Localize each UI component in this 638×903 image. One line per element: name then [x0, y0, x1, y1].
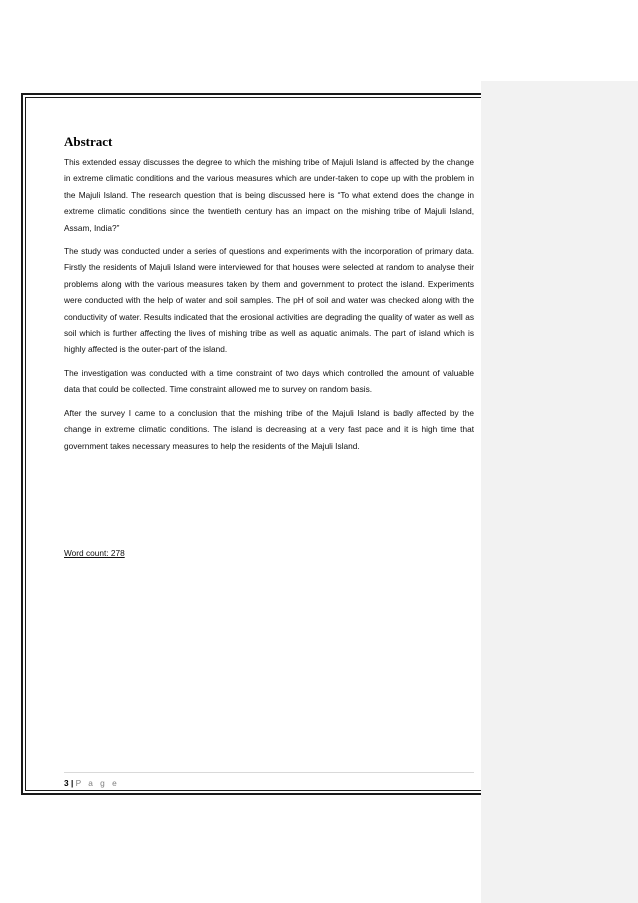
footer-separator: | [70, 778, 74, 788]
abstract-paragraph-3: The investigation was conducted with a time constraint of two days which controlled the amount of valuable data that could be collected. Time constraint allowed me to survey on random basis. [64, 367, 474, 395]
abstract-heading: Abstract [64, 134, 113, 149]
page-number: 3 [64, 778, 69, 788]
document-body [64, 133, 474, 461]
abstract-paragraph-1: This extended essay discusses the degree to which the mishing tribe of Majuli Island is affected by the change in extreme climatic conditions and the various measures which are under-taken to cope up with the problem in the Majuli Island. The research question that is being discussed here is “To what extend does the change in extreme climatic conditions since the twentieth century has an impact on the mishing tribe of Majuli Island, Assam, India?” [64, 157, 474, 233]
footer-divider [64, 772, 474, 773]
abstract-paragraph-4: After the survey I came to a conclusion that the mishing tribe of the Majuli Island is badly affected by the change in extreme climatic conditions. The island is decreasing at a very fast pace and it is high time that government takes necessary measures to help the residents of the Majuli Island. [64, 407, 474, 451]
page-footer [64, 776, 119, 790]
word-count: Word count: 278 [64, 548, 125, 558]
abstract-paragraph-2: The study was conducted under a series of questions and experiments with the incorporation of primary data. Firstly the residents of Majuli Island were interviewed for that houses were selected at random to analyse their problems along with the various measures taken by them and government to protect the island. Experiments were conducted with the help of water and soil samples. The pH of soil and water was checked along with the conductivity of water. Results indicated that the erosional activities are degrading the quality of water as well as soil which is further affecting the lives of mishing tribe as well as aquatic animals. The part of island which is highly affected is the outer-part of the island. [64, 246, 474, 355]
page-label: P a g e [75, 778, 120, 788]
comment-pane-top [481, 0, 638, 81]
comment-pane [481, 0, 638, 903]
